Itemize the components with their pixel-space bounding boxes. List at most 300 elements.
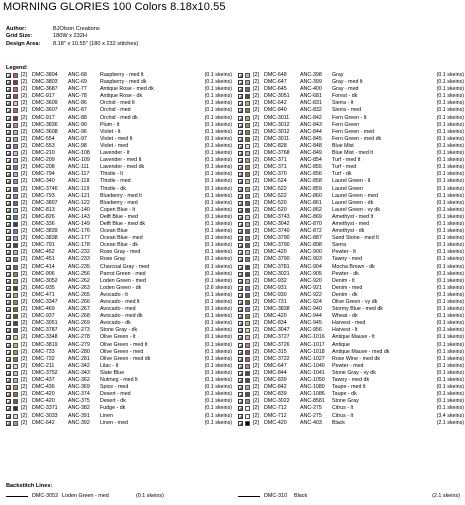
color-name: Black [332,419,345,426]
legend-row [6,214,232,221]
legend-row [238,93,464,100]
color-swatch [13,172,18,177]
color-swatch [245,187,250,192]
strand-count: [2] [253,93,259,100]
color-swatch [245,158,250,163]
color-name: Antique Rose - dk [100,93,143,100]
strand-count: [2] [21,355,27,362]
strand-count: [2] [21,256,27,263]
strand-count: [2] [21,341,27,348]
color-name: Sierra [332,242,347,249]
strand-count: [2] [253,235,259,242]
symbol-icon [6,357,11,362]
color-swatch [245,321,250,326]
legend-row [238,100,464,107]
symbol-icon [238,343,243,348]
color-name: Citrus - lt [332,405,354,412]
dmc-code: DMC-471 [32,291,55,298]
symbol-icon [6,385,11,390]
dmc-code: DMC-3726 [264,341,290,348]
skein-count: (0.1 skeins) [436,171,464,178]
dmc-code: DMC-3790 [264,256,290,263]
color-name: Mocha Brown - dk [332,263,375,270]
anchor-code: ANC-921 [300,284,322,291]
skein-count: (0.1 skeins) [436,341,464,348]
skein-count: (0.1 skeins) [436,206,464,213]
anchor-code: ANC-233 [68,256,90,263]
dmc-code: DMC-645 [264,86,287,93]
legend-row [6,79,232,86]
strand-count: [2] [253,249,259,256]
skein-count: (0.1 skeins) [204,121,232,128]
color-swatch [13,94,18,99]
strand-count: [2] [21,291,27,298]
strand-count: [2] [21,72,27,78]
strand-count: [2] [253,135,259,142]
dmc-code: DMC-826 [32,213,55,220]
color-name: Amethyst - dk [332,228,365,235]
anchor-code: ANC-68 [68,72,87,78]
dmc-code: DMC-3804 [32,72,58,78]
color-swatch [13,87,18,92]
symbol-icon [6,300,11,305]
dmc-code: DMC-3051 [264,93,290,100]
skein-count: (0.1 skeins) [436,334,464,341]
symbol-icon [238,123,243,128]
dmc-code: DMC-3047 [264,327,290,334]
symbol-icon [6,215,11,220]
symbol-icon [6,371,11,376]
symbol-icon [6,406,11,411]
legend-row [6,320,232,327]
color-name: Olive Green - vy dk [332,299,378,305]
skein-count: (0.1 skeins) [436,313,464,320]
symbol-icon [238,250,243,255]
anchor-code: ANC-858 [300,178,322,185]
legend-row [238,377,464,384]
symbol-icon [238,328,243,333]
skein-count: (0.1 skeins) [436,86,464,93]
strand-count: [2] [253,121,259,128]
symbol-icon [6,279,11,284]
color-name: Olive Green - med [100,348,144,355]
color-name: Olive Green - med lt [100,341,148,348]
color-swatch [245,293,250,298]
color-swatch [13,421,18,426]
symbol-icon [6,421,11,426]
legend-row [6,207,232,214]
color-swatch [245,371,250,376]
color-swatch [245,130,250,135]
anchor-code: ANC-232 [68,249,90,256]
color-swatch [245,208,250,213]
dmc-code: DMC-834 [264,320,287,327]
color-name: Taupe - dk [332,391,357,398]
backstitch-row [6,492,226,500]
symbol-icon [6,250,11,255]
legend-row [6,299,232,306]
color-name: Fern Green [332,121,360,128]
symbol-icon [6,165,11,170]
legend-row [238,256,464,263]
color-swatch [245,378,250,383]
skein-count: (0.1 skeins) [436,142,464,149]
dmc-code: DMC-906 [32,270,55,277]
strand-count: [2] [21,391,27,398]
skein-count: (0.1 skeins) [204,412,232,419]
symbol-icon [238,364,243,369]
skein-count: (0.1 skeins) [204,93,232,100]
anchor-code: ANC-922 [300,291,322,298]
symbol-icon [238,286,243,291]
strand-count: [2] [253,100,259,107]
strand-count: [2] [21,377,27,384]
symbol-icon [238,194,243,199]
dmc-code: DMC-839 [264,377,287,384]
legend-row [6,100,232,107]
dmc-code: DMC-3042 [264,220,290,227]
skein-count: (0.1 skeins) [204,270,232,277]
color-name: Violet - med lt [100,135,133,142]
color-name: Desert - med [100,391,131,398]
skein-count: (0.1 skeins) [204,135,232,142]
strand-count: [2] [253,142,259,149]
skein-count: (0.1 skeins) [204,348,232,355]
color-swatch [13,208,18,213]
color-swatch [245,222,250,227]
color-name: Forest - dk [332,93,358,100]
dmc-code: DMC-3607 [32,107,58,114]
color-name: Denim - med [332,284,363,291]
color-name: Gray [332,72,344,78]
strand-count: [2] [21,263,27,270]
legend-row [238,107,464,114]
skein-count: (0.1 skeins) [436,114,464,121]
skein-count: (0.1 skeins) [204,171,232,178]
legend-row [6,313,232,320]
symbol-icon [6,350,11,355]
color-swatch [13,236,18,241]
skein-count: (0.1 skeins) [204,114,232,121]
legend-row [6,150,232,157]
dmc-code: DMC-420 [264,313,287,320]
legend-row [6,384,232,391]
anchor-code: ANC-862 [300,206,322,213]
symbol-icon [238,357,243,362]
symbol-icon [6,335,11,340]
strand-count: [2] [21,164,27,171]
color-name: Sierra - lt [332,100,354,107]
skein-count: (2.6 skeins) [204,284,232,291]
strand-count: [2] [253,114,259,121]
legend-row [6,136,232,143]
dmc-code: DMC-469 [32,306,55,313]
skein-count: (0.1 skeins) [204,320,232,327]
strand-count: [2] [253,263,259,270]
dmc-code: DMC-828 [264,142,287,149]
strand-count: [2] [253,178,259,185]
legend-row [6,256,232,263]
dmc-code: DMC-791 [32,242,55,249]
skein-count: (0.1 skeins) [436,284,464,291]
symbol-icon [6,208,11,213]
strand-count: [2] [253,291,259,298]
legend-row [6,285,232,292]
skein-count: (0.1 skeins) [436,270,464,277]
strand-count: [2] [21,228,27,235]
anchor-code: ANC-77 [68,86,87,93]
color-swatch [245,265,250,270]
dmc-code: DMC-3752 [32,369,58,376]
strand-count: [2] [253,199,259,206]
strand-count: [2] [253,320,259,327]
strand-count: [2] [21,192,27,199]
color-swatch [245,257,250,262]
strand-count: [2] [253,220,259,227]
skein-count: (0.1 skeins) [204,391,232,398]
anchor-code: ANC-90 [68,121,87,128]
strand-count: [2] [253,405,259,412]
color-swatch [13,257,18,262]
color-swatch [13,385,18,390]
symbol-icon [238,385,243,390]
skein-count: (0.1 skeins) [204,256,232,263]
color-name: Blueberry - med lt [100,192,142,199]
anchor-code: ANC-108 [68,150,90,157]
skein-count: (0.1 skeins) [204,355,232,362]
legend-row [6,398,232,405]
anchor-code: ANC-845 [300,135,322,142]
legend-row [238,391,464,398]
color-name: Antique Mauve - med dk [332,348,390,355]
symbol-icon [6,222,11,227]
color-swatch [13,222,18,227]
dmc-code: DMC-3687 [32,86,58,93]
strand-count: [2] [253,86,259,93]
color-name: Citrus - lt [332,412,354,419]
skein-count: (0.1 skeins) [204,235,232,242]
dmc-code: DMC-3727 [264,334,290,341]
symbol-icon [238,215,243,220]
symbol-icon [6,265,11,270]
anchor-code: ANC-844 [300,128,322,135]
color-name: Thistle - lt [100,171,123,178]
symbol-icon [238,179,243,184]
legend-row [238,214,464,221]
dmc-code: DMC-839 [264,391,287,398]
dmc-code: DMC-3839 [32,228,58,235]
strand-count: [2] [21,313,27,320]
legend-row [6,271,232,278]
dmc-code: DMC-712 [264,405,287,412]
color-swatch [245,335,250,340]
color-swatch [13,364,18,369]
dmc-code: DMC-3052 [32,277,58,284]
color-swatch [13,314,18,319]
dmc-code: DMC-732 [32,355,55,362]
color-swatch [245,243,250,248]
color-name: Fern Green - med [332,128,375,135]
anchor-code: ANC-1018 [300,348,325,355]
dmc-code: DMC-3021 [264,270,290,277]
dmc-code: DMC-3768 [264,150,290,157]
dmc-code: DMC-3348 [32,334,58,341]
symbol-icon [238,236,243,241]
strand-count: [2] [21,348,27,355]
color-name: Laurel Green - dk [332,199,374,206]
strand-count: [2] [21,171,27,178]
anchor-code: ANC-268 [68,313,90,320]
symbol-icon [238,272,243,277]
dmc-code: DMC-733 [32,348,55,355]
color-swatch [245,144,250,149]
color-name: Laurel Green - lt [332,178,371,185]
color-name: Orchid - med lt [100,100,135,107]
anchor-code: ANC-904 [300,263,322,270]
legend-row [6,221,232,228]
color-swatch [245,116,250,121]
skein-count: (0.1 skeins) [436,150,464,157]
color-swatch [245,172,250,177]
dmc-code: DMC-3022 [264,398,290,405]
legend-row [6,278,232,285]
strand-count: [2] [253,306,259,313]
symbol-icon [238,421,243,426]
skein-count: (0.1 skeins) [436,178,464,185]
symbol-icon [6,378,11,383]
anchor-code: ANC-944 [300,313,322,320]
legend-row [6,242,232,249]
symbol-icon [238,137,243,142]
strand-count: [2] [253,398,259,405]
dmc-code: DMC-436 [32,384,55,391]
skein-count: (0.1 skeins) [204,362,232,369]
anchor-code: ANC-398 [300,72,322,78]
color-swatch [245,80,250,85]
legend-row [6,164,232,171]
strand-count: [2] [253,348,259,355]
dmc-code: DMC-520 [264,199,287,206]
strand-count: [2] [21,79,27,86]
symbol-icon [238,87,243,92]
backstitch-name: Loden Green - med [62,493,109,499]
color-swatch [245,286,250,291]
skein-count: (0.1 skeins) [204,178,232,185]
symbol-icon [6,414,11,419]
strand-count: [2] [253,391,259,398]
color-name: Ocean Blue - dk [100,242,138,249]
color-swatch [13,116,18,121]
legend-row [238,171,464,178]
color-swatch [245,179,250,184]
legend-row [6,72,232,79]
strand-count: [2] [253,362,259,369]
legend-row [6,178,232,185]
strand-count: [2] [253,157,259,164]
dmc-code: DMC-522 [264,192,287,199]
anchor-code: ANC-905 [300,270,322,277]
anchor-code: ANC-848 [300,142,322,149]
strand-count: [2] [253,384,259,391]
color-swatch [13,371,18,376]
dmc-code: DMC-370 [264,171,287,178]
legend-row [238,278,464,285]
anchor-code: ANC-98 [68,142,87,149]
color-swatch [13,144,18,149]
dmc-code: DMC-420 [32,398,55,405]
color-name: Gray - med [332,86,359,93]
dmc-code: DMC-794 [32,171,55,178]
dmc-code: DMC-931 [264,284,287,291]
strand-count: [2] [21,412,27,419]
skein-count: (0.1 skeins) [204,72,232,78]
legend-row [238,186,464,193]
legend-row [6,306,232,313]
strand-count: [2] [21,220,27,227]
legend-row [238,200,464,207]
strand-count: [2] [253,256,259,263]
legend-row [6,349,232,356]
dmc-code: DMC-371 [264,164,287,171]
skein-count: (0.1 skeins) [204,192,232,199]
symbol-icon [6,286,11,291]
symbol-icon [238,144,243,149]
symbol-icon [238,158,243,163]
color-swatch [13,293,18,298]
dmc-code: DMC-937 [32,313,55,320]
legend-row [238,157,464,164]
anchor-code: ANC-119 [68,185,90,192]
dmc-code: DMC-420 [264,249,287,256]
anchor-code: ANC-275 [300,412,322,419]
strand-count: [2] [253,377,259,384]
legend-row [238,420,464,427]
color-name: Fern Green - lt [332,114,367,121]
anchor-code: ANC-900 [300,249,322,256]
dmc-code: DMC-336 [32,220,55,227]
strand-count: [2] [253,242,259,249]
legend-row [6,334,232,341]
legend-row [238,193,464,200]
color-swatch [13,357,18,362]
color-name: Delft Blue - med dk [100,220,146,227]
color-swatch [245,165,250,170]
strand-count: [2] [21,235,27,242]
strand-count: [2] [21,107,27,114]
symbol-icon [238,371,243,376]
color-swatch [13,414,18,419]
info-design-area [6,41,138,48]
color-swatch [245,272,250,277]
skein-count: (0.1 skeins) [204,263,232,270]
color-swatch [13,123,18,128]
color-swatch [245,399,250,404]
anchor-code: ANC-343 [68,369,90,376]
color-swatch [13,286,18,291]
skein-count: (0.1 skeins) [436,377,464,384]
dmc-code: DMC-813 [32,206,55,213]
anchor-code: ANC-235 [68,263,90,270]
skein-count: (0.1 skeins) [436,242,464,249]
symbol-icon [6,307,11,312]
skein-count: (0.1 skeins) [204,157,232,164]
skein-count: (0.1 skeins) [436,79,464,86]
color-name: Antique Rose - med dk [100,86,154,93]
dmc-code: DMC-935 [32,284,55,291]
anchor-code: ANC-924 [300,299,322,305]
strand-count: [2] [21,277,27,284]
anchor-code: ANC-8581 [300,398,325,405]
